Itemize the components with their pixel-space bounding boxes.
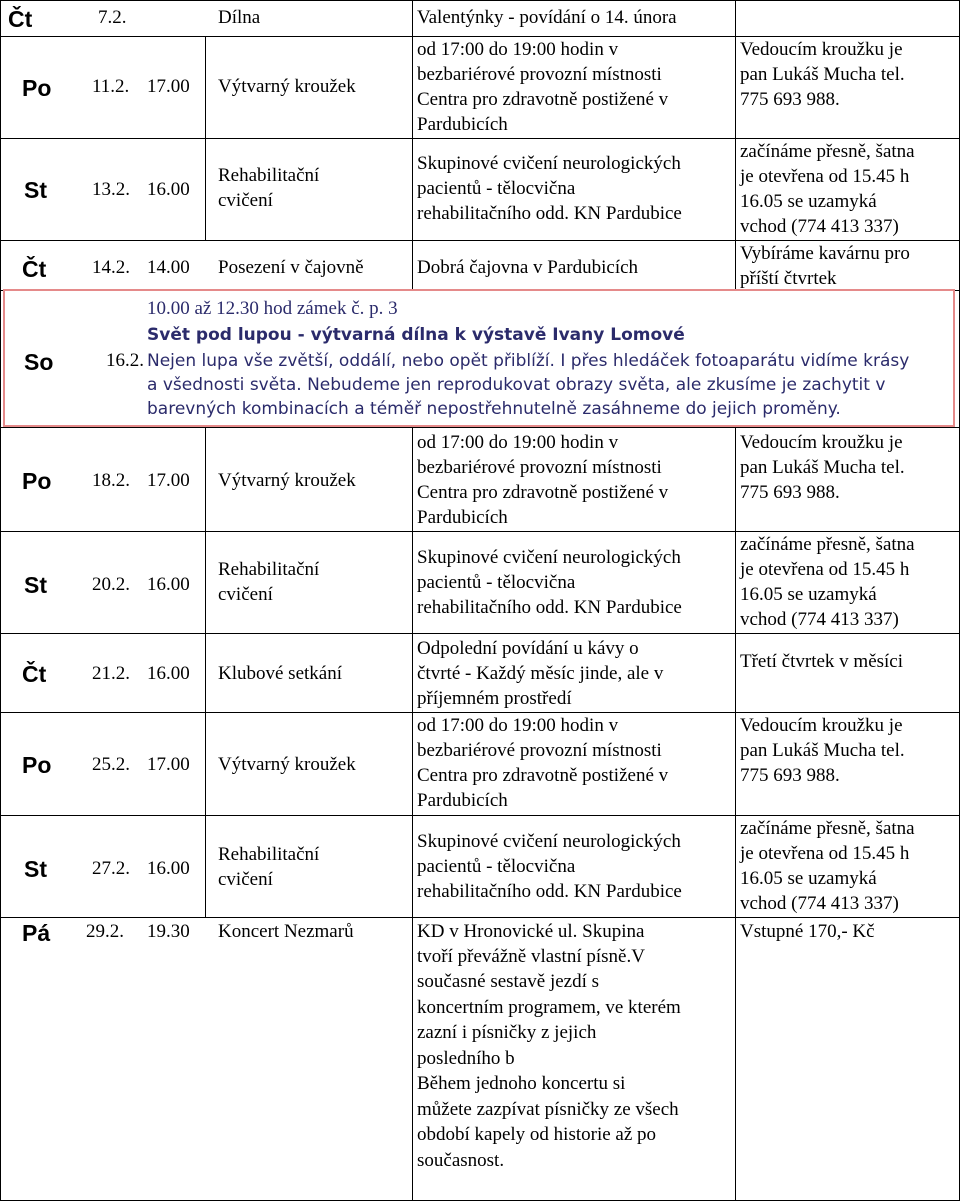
place: pacientů - tělocvična	[417, 572, 576, 593]
note: pan Lukáš Mucha tel.	[740, 740, 905, 761]
note: začínáme přesně, šatna	[740, 818, 915, 839]
rule	[412, 0, 413, 290]
activity: Výtvarný kroužek	[218, 470, 356, 491]
note: pan Lukáš Mucha tel.	[740, 457, 905, 478]
note: Vedoucím kroužku je	[740, 715, 903, 736]
place: od 17:00 do 19:00 hodin v	[417, 432, 619, 453]
place: čtvrté - Každý měsíc jinde, ale v	[417, 663, 664, 684]
day: So	[24, 349, 54, 375]
rule	[735, 427, 736, 1201]
place: zazní i písničky z jejich	[417, 1022, 597, 1043]
activity: cvičení	[218, 869, 273, 890]
note: je otevřena od 15.45 h	[740, 559, 910, 580]
time: 16.00	[147, 574, 190, 595]
place: rehabilitačního odd. KN Pardubice	[417, 203, 682, 224]
place: pacientů - tělocvična	[417, 178, 576, 199]
activity: Výtvarný kroužek	[218, 76, 356, 97]
rule	[0, 917, 960, 918]
time: 16.00	[147, 663, 190, 684]
place: Pardubicích	[417, 790, 508, 811]
date: 27.2.	[92, 858, 130, 879]
rule	[205, 36, 206, 240]
rule	[0, 0, 960, 1]
place: Pardubicích	[417, 114, 508, 135]
note: vchod (774 413 337)	[740, 609, 899, 630]
date: 16.2.	[106, 350, 144, 371]
note: 775 693 988.	[740, 482, 840, 503]
place: od 17:00 do 19:00 hodin v	[417, 39, 619, 60]
rule	[0, 427, 960, 428]
day: Čt	[22, 661, 47, 687]
time: 17.00	[147, 76, 190, 97]
place: pacientů - tělocvična	[417, 856, 576, 877]
day: Po	[22, 468, 52, 494]
note: Třetí čtvrtek v měsíci	[740, 651, 904, 672]
day: St	[24, 572, 47, 598]
place: Odpolední povídání u kávy o	[417, 638, 639, 659]
activity: Posezení v čajovně	[218, 257, 364, 278]
date: 21.2.	[92, 663, 130, 684]
place: současné sestavě jezdí s	[417, 971, 600, 992]
date: 11.2.	[92, 76, 130, 97]
day: St	[24, 856, 47, 882]
date: 20.2.	[92, 574, 130, 595]
place: bezbariérové provozní místnosti	[417, 457, 662, 478]
time: 16.00	[147, 179, 190, 200]
note: Vybíráme kavárnu pro	[740, 243, 910, 264]
time: 19.30	[147, 921, 190, 942]
place: Během jednoho koncertu si	[417, 1073, 626, 1094]
rule	[205, 427, 206, 917]
place: rehabilitačního odd. KN Pardubice	[417, 597, 682, 618]
activity: Rehabilitační	[218, 844, 320, 865]
place: tvoří převážně vlastní písně.V	[417, 946, 645, 967]
place: Skupinové cvičení neurologických	[417, 547, 681, 568]
day: Po	[22, 75, 52, 101]
note: je otevřena od 15.45 h	[740, 843, 910, 864]
note: 16.05 se uzamyká	[740, 868, 877, 889]
activity: cvičení	[218, 190, 273, 211]
rule	[412, 427, 413, 1201]
note: pan Lukáš Mucha tel.	[740, 64, 905, 85]
day: Čt	[8, 6, 33, 32]
date: 14.2.	[92, 257, 130, 278]
place: současnost.	[417, 1150, 505, 1171]
day: Pá	[22, 920, 51, 946]
place: rehabilitačního odd. KN Pardubice	[417, 881, 682, 902]
time: 16.00	[147, 858, 190, 879]
note: Vstupné 170,- Kč	[740, 921, 875, 942]
rule	[735, 0, 736, 290]
place: bezbariérové provozní místnosti	[417, 740, 662, 761]
activity: Dílna	[218, 7, 261, 28]
place: posledního b	[417, 1048, 515, 1069]
note: 16.05 se uzamyká	[740, 191, 877, 212]
event-description: Nejen lupa vše zvětší, oddálí, nebo opět přiblíží. I přes hledáček fotoaparátu vidíme krásy	[147, 351, 910, 371]
note: 775 693 988.	[740, 765, 840, 786]
place: KD v Hronovické ul. Skupina	[417, 921, 645, 942]
place: Skupinové cvičení neurologických	[417, 153, 681, 174]
rule	[0, 633, 960, 634]
place: příjemném prostředí	[417, 688, 572, 709]
event-time-place: 10.00 až 12.30 hod zámek č. p. 3	[147, 298, 398, 319]
date: 18.2.	[92, 470, 130, 491]
day: Po	[22, 752, 52, 778]
date: 7.2.	[98, 7, 127, 28]
place: Centra pro zdravotně postižené v	[417, 89, 669, 110]
day: Čt	[22, 256, 47, 282]
place: můžete zazpívat písničky ze všech	[417, 1099, 679, 1120]
rule	[0, 0, 1, 1201]
day: St	[24, 177, 47, 203]
note: vchod (774 413 337)	[740, 893, 899, 914]
event-description: barevných kombinacích a téměř nepostřehnutelně zasáhneme do jejich proměny.	[147, 399, 841, 419]
note: Vedoucím kroužku je	[740, 432, 903, 453]
time: 17.00	[147, 754, 190, 775]
time: 14.00	[147, 257, 190, 278]
activity: cvičení	[218, 584, 273, 605]
note: začínáme přesně, šatna	[740, 141, 915, 162]
activity: Klubové setkání	[218, 663, 343, 684]
activity: Rehabilitační	[218, 165, 320, 186]
date: 13.2.	[92, 179, 130, 200]
place: Valentýnky - povídání o 14. února	[417, 7, 677, 28]
note: 775 693 988.	[740, 89, 840, 110]
activity: Rehabilitační	[218, 559, 320, 580]
place: Dobrá čajovna v Pardubicích	[417, 257, 639, 278]
activity: Výtvarný kroužek	[218, 754, 356, 775]
note: Vedoucím kroužku je	[740, 39, 903, 60]
event-description: a všednosti světa. Nebudeme jen reprodukovat obrazy světa, ale zkusíme je zachytit v	[147, 375, 886, 395]
place: od 17:00 do 19:00 hodin v	[417, 715, 619, 736]
place: bezbariérové provozní místnosti	[417, 64, 662, 85]
place: Centra pro zdravotně postižené v	[417, 765, 669, 786]
note: příští čtvrtek	[740, 268, 837, 289]
place: Centra pro zdravotně postižené v	[417, 482, 669, 503]
note: vchod (774 413 337)	[740, 216, 899, 237]
place: Pardubicích	[417, 507, 508, 528]
place: Skupinové cvičení neurologických	[417, 831, 681, 852]
place: koncertním programem, ve kterém	[417, 997, 681, 1018]
date: 25.2.	[92, 754, 130, 775]
note: je otevřena od 15.45 h	[740, 166, 910, 187]
time: 17.00	[147, 470, 190, 491]
place: období kapely od historie až po	[417, 1124, 657, 1145]
activity: Koncert Nezmarů	[218, 921, 354, 942]
note: začínáme přesně, šatna	[740, 534, 915, 555]
date: 29.2.	[86, 921, 124, 942]
note: 16.05 se uzamyká	[740, 584, 877, 605]
event-title: Svět pod lupou - výtvarná dílna k výstavě Ivany Lomové	[147, 325, 685, 345]
